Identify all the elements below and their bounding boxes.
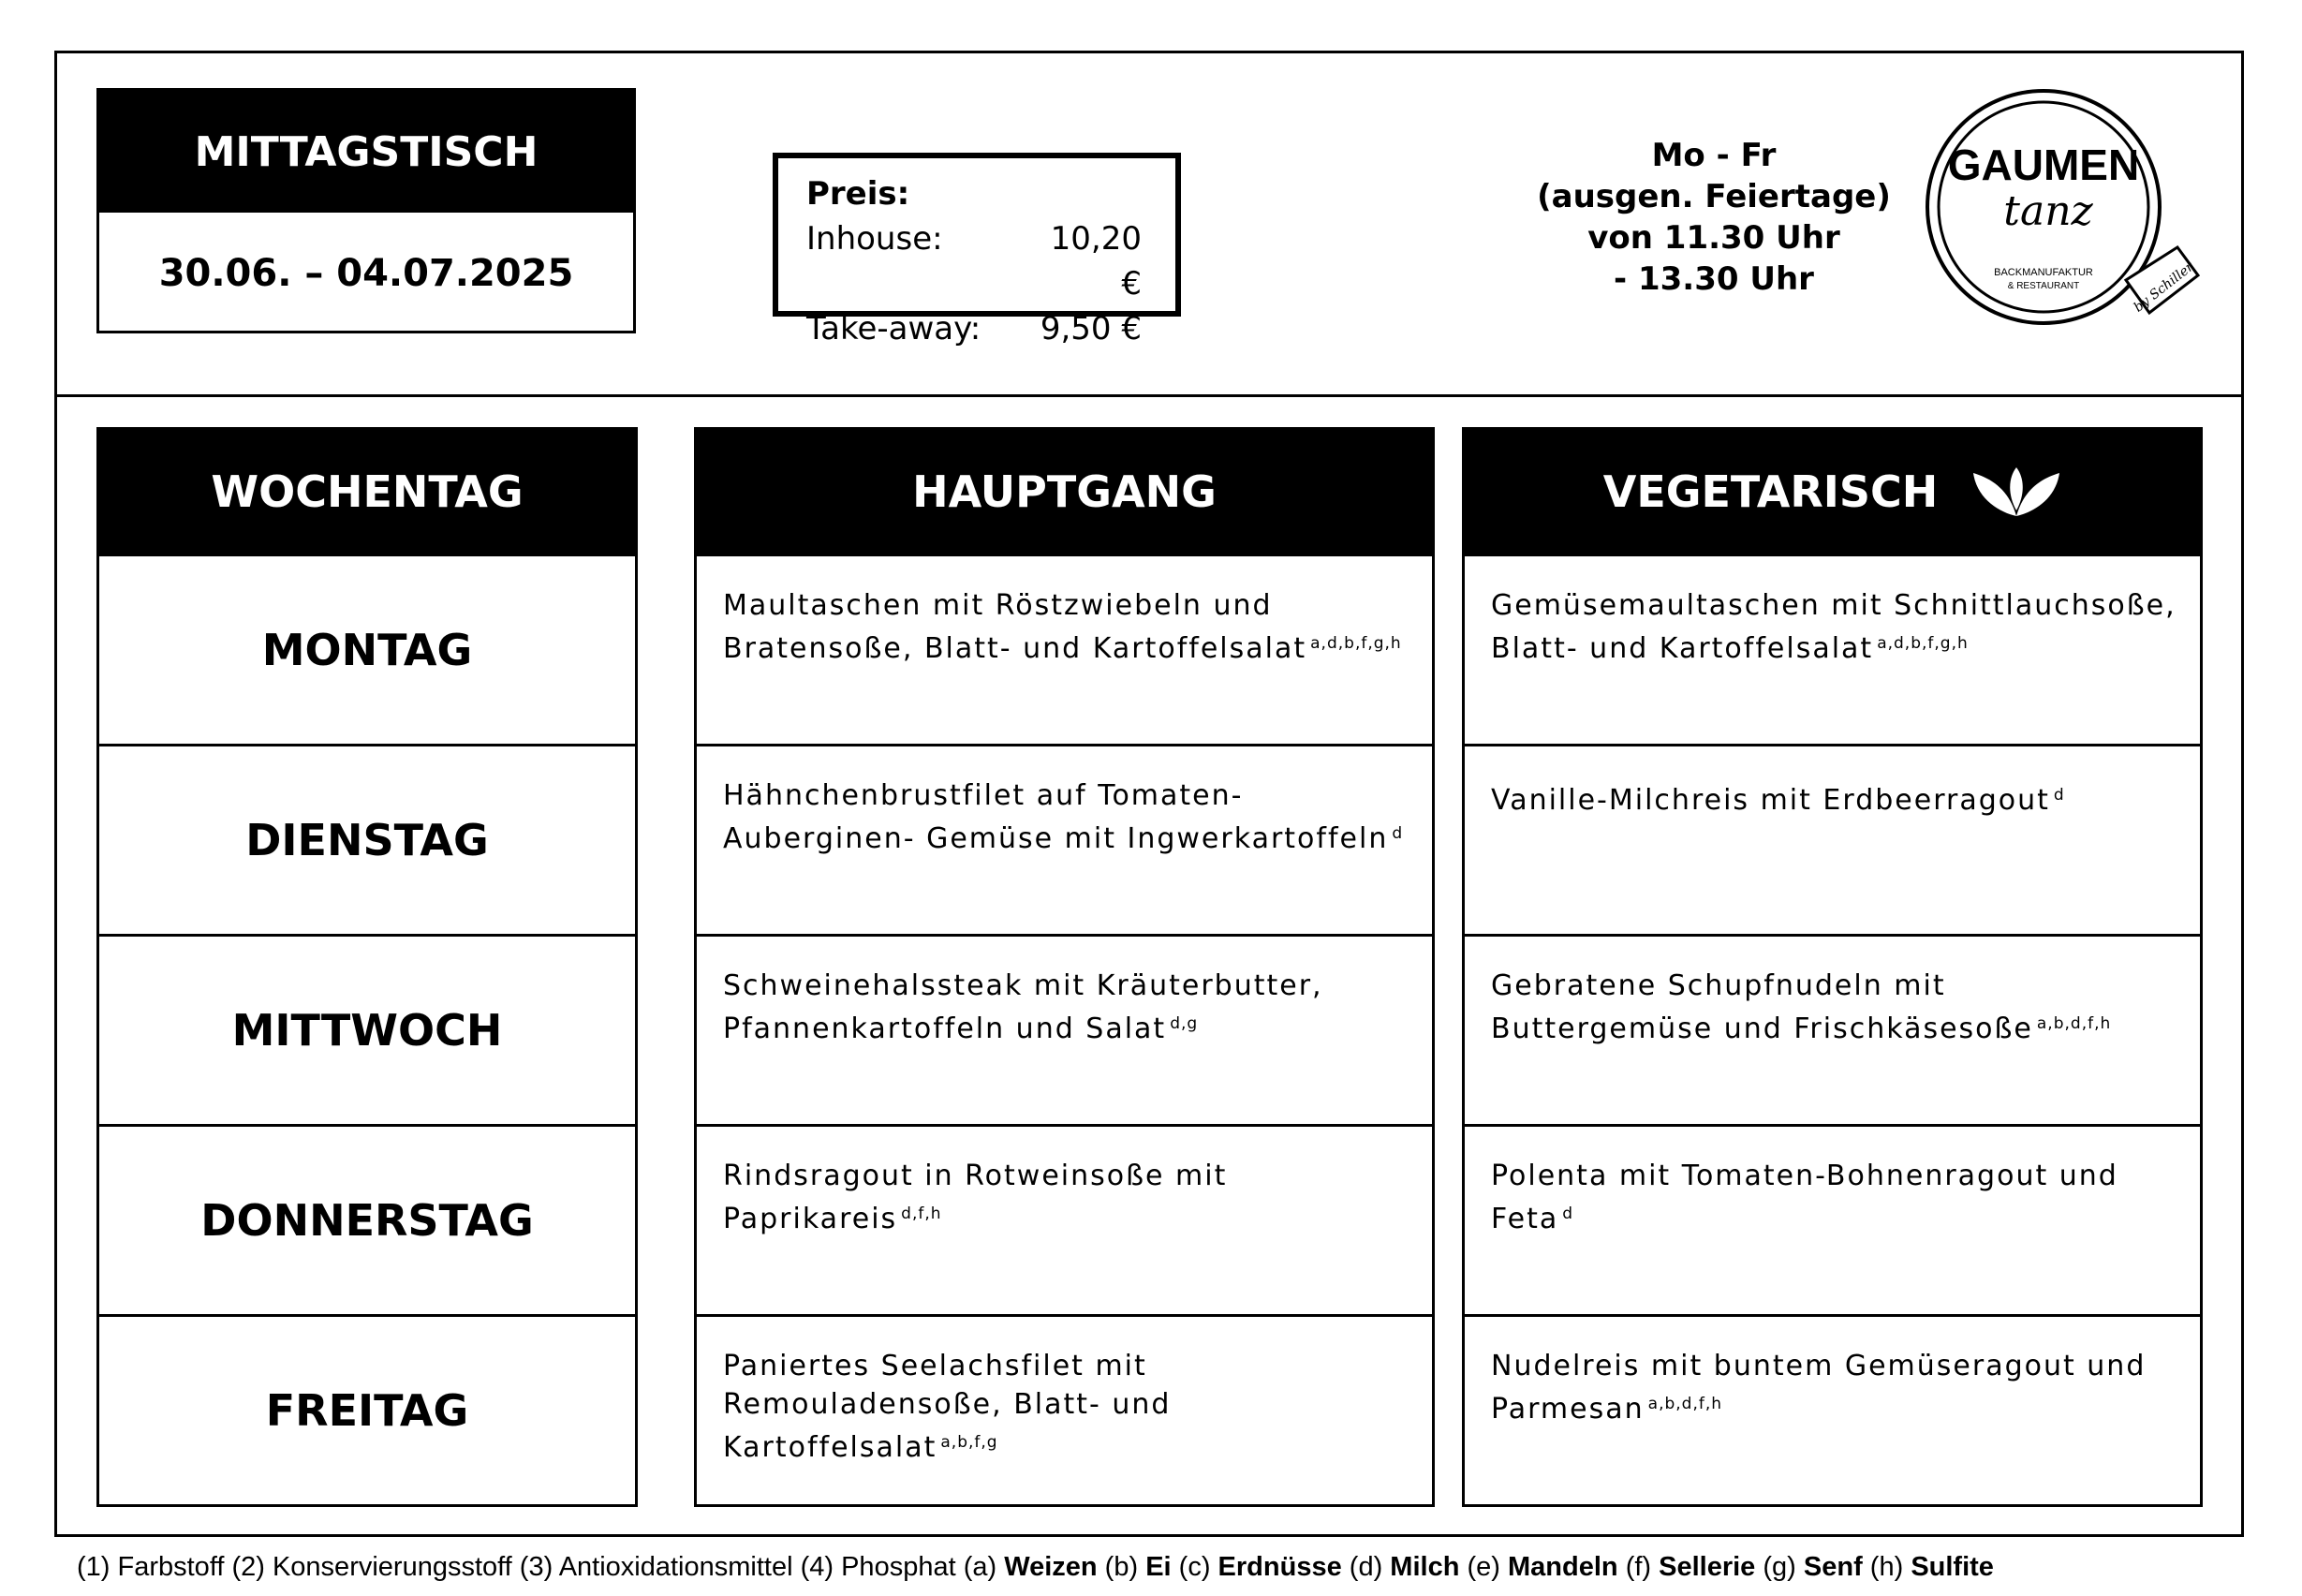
leaf-icon (1971, 466, 2061, 518)
allergen-code: (a) (963, 1552, 997, 1582)
day-cell: DONNERSTAG (99, 1124, 635, 1314)
day-cell: MONTAG (99, 554, 635, 744)
vegetarian-column (1462, 427, 2203, 1507)
dish-text: Rindsragout in Rotweinsoße mit Paprikareis (723, 1160, 1228, 1235)
allergen-name: Mandeln (1508, 1552, 1618, 1582)
hours-line: (ausgen. Feiertage) (1537, 178, 1891, 215)
title-box (96, 88, 636, 333)
hours-line: von 11.30 Uhr (1587, 219, 1840, 257)
dish-cell (697, 1124, 1432, 1314)
dish-cell (697, 744, 1432, 934)
logo-wordmark: GAUMEN (1947, 140, 2140, 189)
allergen-code: (b) (1104, 1552, 1139, 1582)
price-row-label: Take-away: (806, 310, 981, 347)
allergen-codes: d,g (1170, 1014, 1199, 1033)
allergen-codes: d (2053, 786, 2065, 805)
opening-hours (1517, 135, 1911, 300)
logo-script: tanz (2003, 187, 2093, 235)
dish-cell (697, 1314, 1432, 1504)
dish-text: Hähnchenbrustfilet auf Tomaten-Auberginen- Gemüse mit Ingwerkartoffeln (723, 779, 1389, 855)
allergen-code: (c) (1178, 1552, 1211, 1582)
price-row-label: Inhouse: (806, 220, 943, 258)
price-box (773, 153, 1181, 347)
price-row-value: 9,50 € (1040, 310, 1142, 347)
allergen-name: Sulfite (1911, 1552, 1994, 1582)
logo-tag: by Schiller (2131, 259, 2197, 316)
dish-text: Polenta mit Tomaten-Bohnenragout und Feta (1491, 1160, 2118, 1235)
day-cell: DIENSTAG (99, 744, 635, 934)
main-course-column (694, 427, 1435, 1507)
gaumentanz-logo (1925, 88, 2206, 332)
dish-text: Maultaschen mit Röstzwiebeln und Bratensoße, Blatt- und Kartoffelsalat (723, 589, 1307, 665)
logo-sub2: & RESTAURANT (2007, 281, 2080, 291)
allergen-codes: a,d,b,f,g,h (1877, 634, 1969, 653)
weekday-column (96, 427, 638, 1507)
dish-cell (1465, 934, 2200, 1124)
allergen-codes: a,b,d,f,h (2036, 1014, 2112, 1033)
allergen-name: Weizen (1004, 1552, 1098, 1582)
header-divider (54, 394, 2244, 397)
dish-text: Gemüsemaultaschen mit Schnittlauchsoße, Blatt- und Kartoffelsalat (1491, 589, 2177, 665)
dish-text: Paniertes Seelachsfilet mit Remouladensoße, Blatt- und Kartoffelsalat (723, 1350, 1172, 1464)
allergen-codes: d (1562, 1204, 1574, 1223)
dish-cell (1465, 744, 2200, 934)
dish-cell (1465, 554, 2200, 744)
day-cell: FREITAG (99, 1314, 635, 1504)
price-row-inhouse (806, 216, 1175, 306)
dish-cell (1465, 1314, 2200, 1504)
allergen-code: (d) (1349, 1552, 1383, 1582)
dish-text: Vanille-Milchreis mit Erdbeerragout (1491, 784, 2050, 817)
vegetarian-header (1465, 430, 2200, 554)
allergen-name: Sellerie (1659, 1552, 1756, 1582)
date-range: 30.06. – 04.07.2025 (158, 251, 574, 295)
dish-cell (697, 554, 1432, 744)
hours-line: - 13.30 Uhr (1614, 260, 1814, 298)
additives-legend: (1) Farbstoff (2) Konservierungsstoff (3) Antioxidationsmittel (4) Phosphat (77, 1552, 956, 1582)
allergen-name: Ei (1145, 1552, 1172, 1582)
dish-cell (1465, 1124, 2200, 1314)
allergen-code: (f) (1625, 1552, 1652, 1582)
dish-cell (697, 934, 1432, 1124)
weekday-header: WOCHENTAG (99, 430, 635, 554)
allergen-name: Senf (1803, 1552, 1863, 1582)
dish-text: Nudelreis mit buntem Gemüseragout und Parmesan (1491, 1350, 2147, 1426)
allergen-codes: d (1392, 824, 1404, 843)
hours-line: Mo - Fr (1651, 137, 1777, 174)
allergen-code: (g) (1763, 1552, 1796, 1582)
main-course-header: HAUPTGANG (697, 430, 1432, 554)
allergen-codes: a,d,b,f,g,h (1310, 634, 1402, 653)
price-row-takeaway (806, 306, 1175, 351)
price-row-value: 10,20 € (1050, 220, 1142, 303)
allergen-code: (e) (1467, 1552, 1500, 1582)
allergen-name: Milch (1390, 1552, 1460, 1582)
allergen-legend (77, 1552, 1994, 1583)
day-cell: MITTWOCH (99, 934, 635, 1124)
dish-text: Schweinehalssteak mit Kräuterbutter, Pfannenkartoffeln und Salat (723, 969, 1323, 1045)
allergen-codes: a,b,f,g (940, 1433, 998, 1452)
allergen-code: (h) (1869, 1552, 1904, 1582)
vegetarian-header-label: VEGETARISCH (1602, 466, 1939, 517)
price-label: Preis: (806, 175, 910, 213)
dish-text: Gebratene Schupfnudeln mit Buttergemüse und Frischkäsesoße (1491, 969, 2033, 1045)
logo-sub1: BACKMANUFAKTUR (1994, 267, 2093, 278)
page-title: MITTAGSTISCH (99, 91, 633, 213)
allergen-codes: a,b,d,f,h (1647, 1395, 1723, 1413)
allergen-name: Erdnüsse (1217, 1552, 1342, 1582)
allergen-codes: d,f,h (901, 1204, 942, 1223)
